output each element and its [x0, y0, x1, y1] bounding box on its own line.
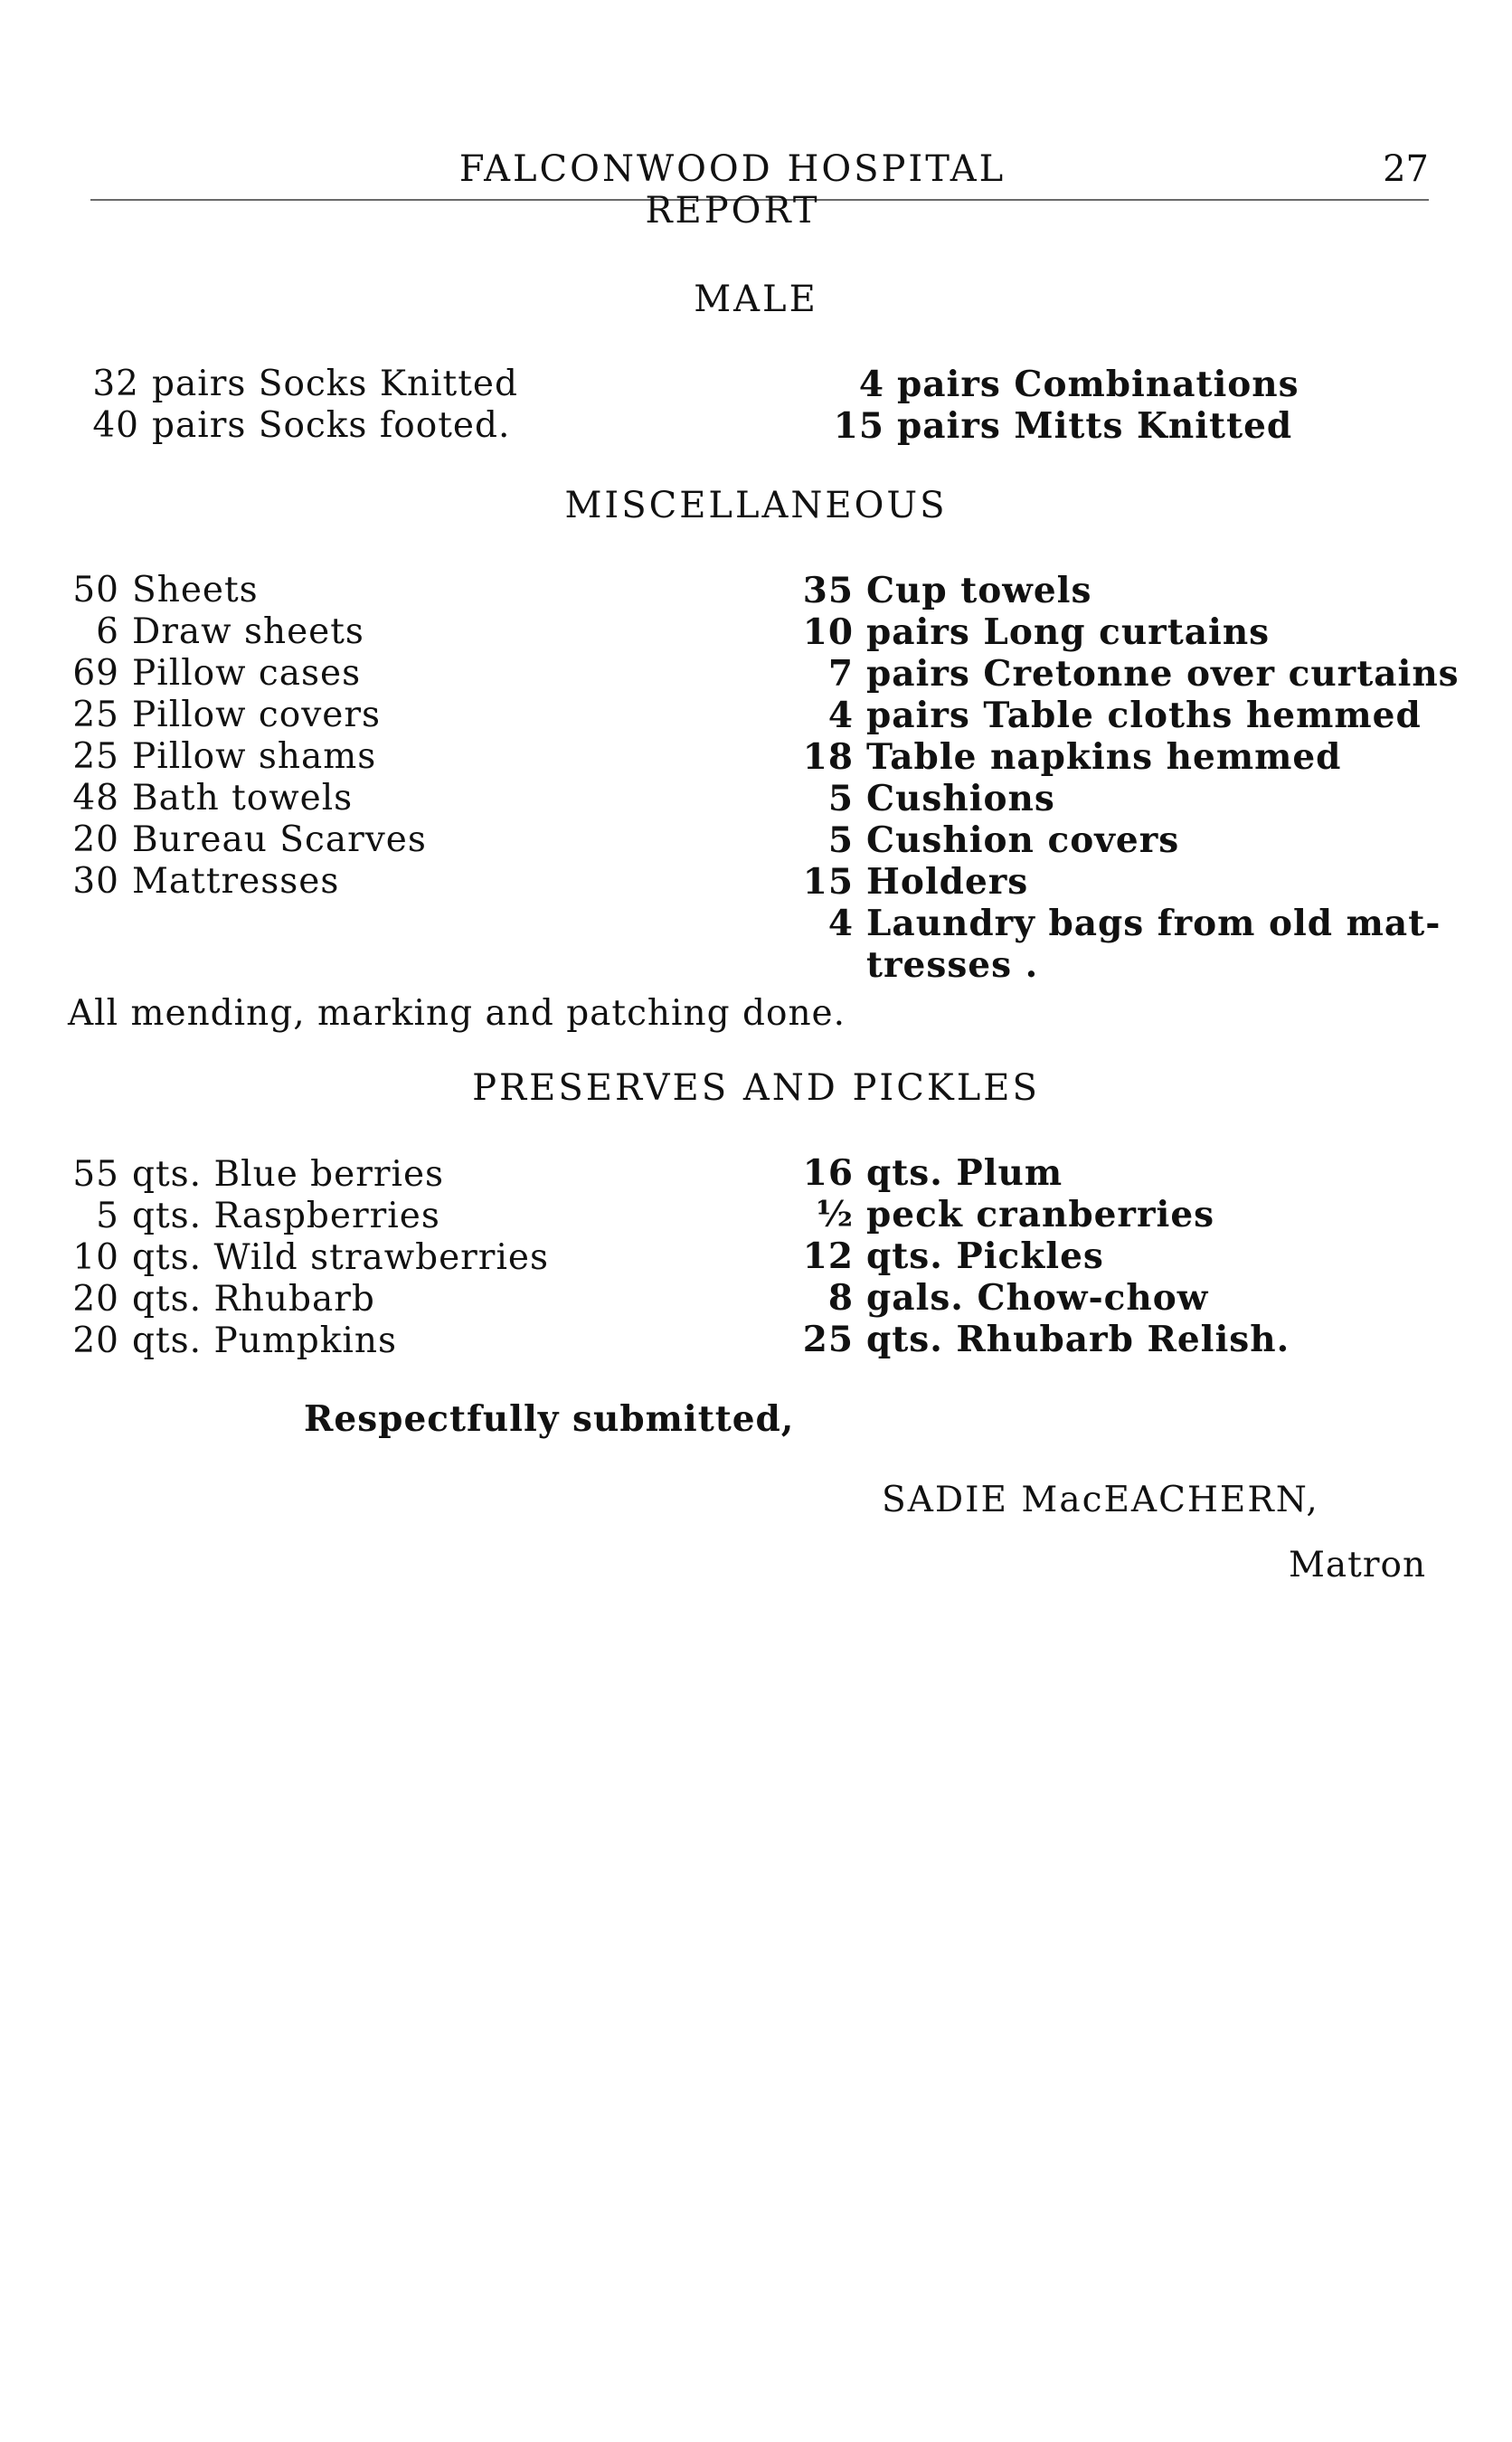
list-item	[796, 570, 1460, 611]
list-item	[796, 861, 1460, 903]
item-label: Pillow cases	[132, 653, 362, 694]
list-item	[796, 1277, 1290, 1319]
item-label: Draw sheets	[132, 611, 364, 652]
male-list-left	[83, 364, 518, 447]
list-item	[796, 1319, 1290, 1360]
item-label: Mattresses	[132, 861, 340, 902]
item-label: pairs Mitts Knitted	[897, 405, 1293, 447]
item-quantity: ½	[816, 1194, 854, 1235]
list-item	[796, 1194, 1290, 1235]
list-item	[796, 1152, 1290, 1194]
list-item	[63, 778, 427, 819]
item-label: gals. Chow-chow	[866, 1277, 1209, 1319]
item-quantity: 4	[858, 364, 884, 405]
mending-note: All mending, marking and patching done.	[68, 993, 846, 1034]
list-item	[796, 653, 1460, 695]
signatory-name: SADIE MacEACHERN,	[882, 1480, 1319, 1520]
item-quantity: 30	[72, 861, 119, 902]
item-quantity: 48	[72, 778, 119, 819]
item-quantity: 8	[827, 1277, 854, 1319]
item-label: Laundry bags from old mat-	[866, 903, 1441, 944]
item-quantity: 7	[827, 653, 854, 695]
item-label: Pillow shams	[132, 736, 377, 777]
miscellaneous-list-left	[63, 570, 427, 903]
section-heading-miscellaneous: MISCELLANEOUS	[564, 485, 948, 526]
miscellaneous-list-right	[796, 570, 1460, 986]
list-item	[83, 364, 518, 405]
item-label: qts. Pumpkins	[132, 1320, 397, 1361]
item-quantity: 25	[72, 695, 119, 735]
item-quantity: 50	[72, 570, 119, 610]
item-label: pairs Long curtains	[866, 611, 1271, 653]
item-quantity: 10	[802, 611, 854, 653]
item-quantity: 32	[92, 364, 139, 404]
item-quantity: 15	[802, 861, 854, 903]
list-item	[63, 736, 427, 778]
item-label: pairs Socks Knitted	[152, 364, 518, 404]
item-label: Cushion covers	[866, 819, 1180, 861]
item-quantity: 5	[96, 1196, 119, 1236]
item-quantity: 55	[72, 1154, 119, 1195]
preserves-list-left	[63, 1154, 549, 1362]
page-title: FALCONWOOD HOSPITAL REPORT	[458, 148, 1006, 232]
list-item	[63, 695, 427, 736]
list-item	[63, 1196, 549, 1237]
item-quantity: 4	[827, 695, 854, 736]
section-heading-preserves: PRESERVES AND PICKLES	[472, 1067, 1040, 1109]
item-quantity: 25	[802, 1319, 854, 1360]
item-label: Cup towels	[866, 570, 1092, 611]
list-item	[63, 611, 427, 653]
item-label: qts. Blue berries	[132, 1154, 445, 1195]
item-quantity: 15	[833, 405, 884, 447]
list-item	[83, 405, 518, 447]
item-label: qts. Rhubarb Relish.	[866, 1319, 1290, 1360]
item-label: pairs Cretonne over curtains	[866, 653, 1460, 695]
list-item	[63, 653, 427, 695]
section-heading-male: MALE	[694, 279, 818, 320]
item-label: qts. Rhubarb	[132, 1279, 375, 1320]
page-number: 27	[1383, 148, 1429, 190]
item-label: pairs Table cloths hemmed	[866, 695, 1422, 736]
male-list-right	[830, 364, 1299, 447]
item-quantity: 5	[827, 778, 854, 819]
list-item	[63, 1279, 549, 1320]
list-item	[63, 819, 427, 861]
item-label: qts. Wild strawberries	[132, 1237, 550, 1278]
item-quantity: 35	[802, 570, 854, 611]
item-label: Sheets	[132, 570, 259, 610]
list-item	[63, 570, 427, 611]
list-item	[796, 1235, 1290, 1277]
list-item	[63, 1154, 549, 1196]
list-item	[796, 819, 1460, 861]
item-label: pairs Socks footed.	[152, 405, 511, 446]
list-item	[796, 736, 1460, 778]
running-head	[90, 145, 1429, 232]
item-label: qts. Pickles	[866, 1235, 1104, 1277]
list-item	[796, 611, 1460, 653]
item-quantity: 12	[802, 1235, 854, 1277]
list-item	[63, 1237, 549, 1279]
list-item	[830, 364, 1299, 405]
item-label: Table napkins hemmed	[866, 736, 1342, 778]
item-quantity: 20	[72, 1320, 119, 1361]
item-quantity: 10	[72, 1237, 119, 1278]
list-item	[63, 861, 427, 903]
item-label: pairs Combinations	[897, 364, 1299, 405]
signatory-role: Matron	[1289, 1545, 1427, 1585]
item-quantity: 6	[96, 611, 119, 652]
list-item	[796, 778, 1460, 819]
item-label: qts. Plum	[866, 1152, 1063, 1194]
item-quantity: 20	[72, 1279, 119, 1320]
item-label: qts. Raspberries	[132, 1196, 440, 1236]
item-label: peck cranberries	[866, 1194, 1215, 1235]
item-quantity: 5	[827, 819, 854, 861]
item-label: Bath towels	[132, 778, 354, 819]
item-label: Pillow covers	[132, 695, 382, 735]
list-item	[63, 1320, 549, 1362]
item-label: Bureau Scarves	[132, 819, 427, 860]
list-item	[796, 695, 1460, 736]
item-quantity: 69	[72, 653, 119, 694]
closing-salutation: Respectfully submitted,	[304, 1398, 795, 1440]
item-label: Cushions	[866, 778, 1055, 819]
item-quantity: 4	[827, 903, 854, 944]
list-item	[830, 405, 1299, 447]
item-quantity: 16	[802, 1152, 854, 1194]
list-item-continuation: tresses .	[866, 944, 1039, 986]
item-label: Holders	[866, 861, 1029, 903]
item-quantity: 20	[72, 819, 119, 860]
item-quantity: 25	[72, 736, 119, 777]
item-quantity: 18	[802, 736, 854, 778]
preserves-list-right	[796, 1152, 1290, 1360]
list-item	[796, 903, 1460, 944]
item-quantity: 40	[92, 405, 139, 446]
